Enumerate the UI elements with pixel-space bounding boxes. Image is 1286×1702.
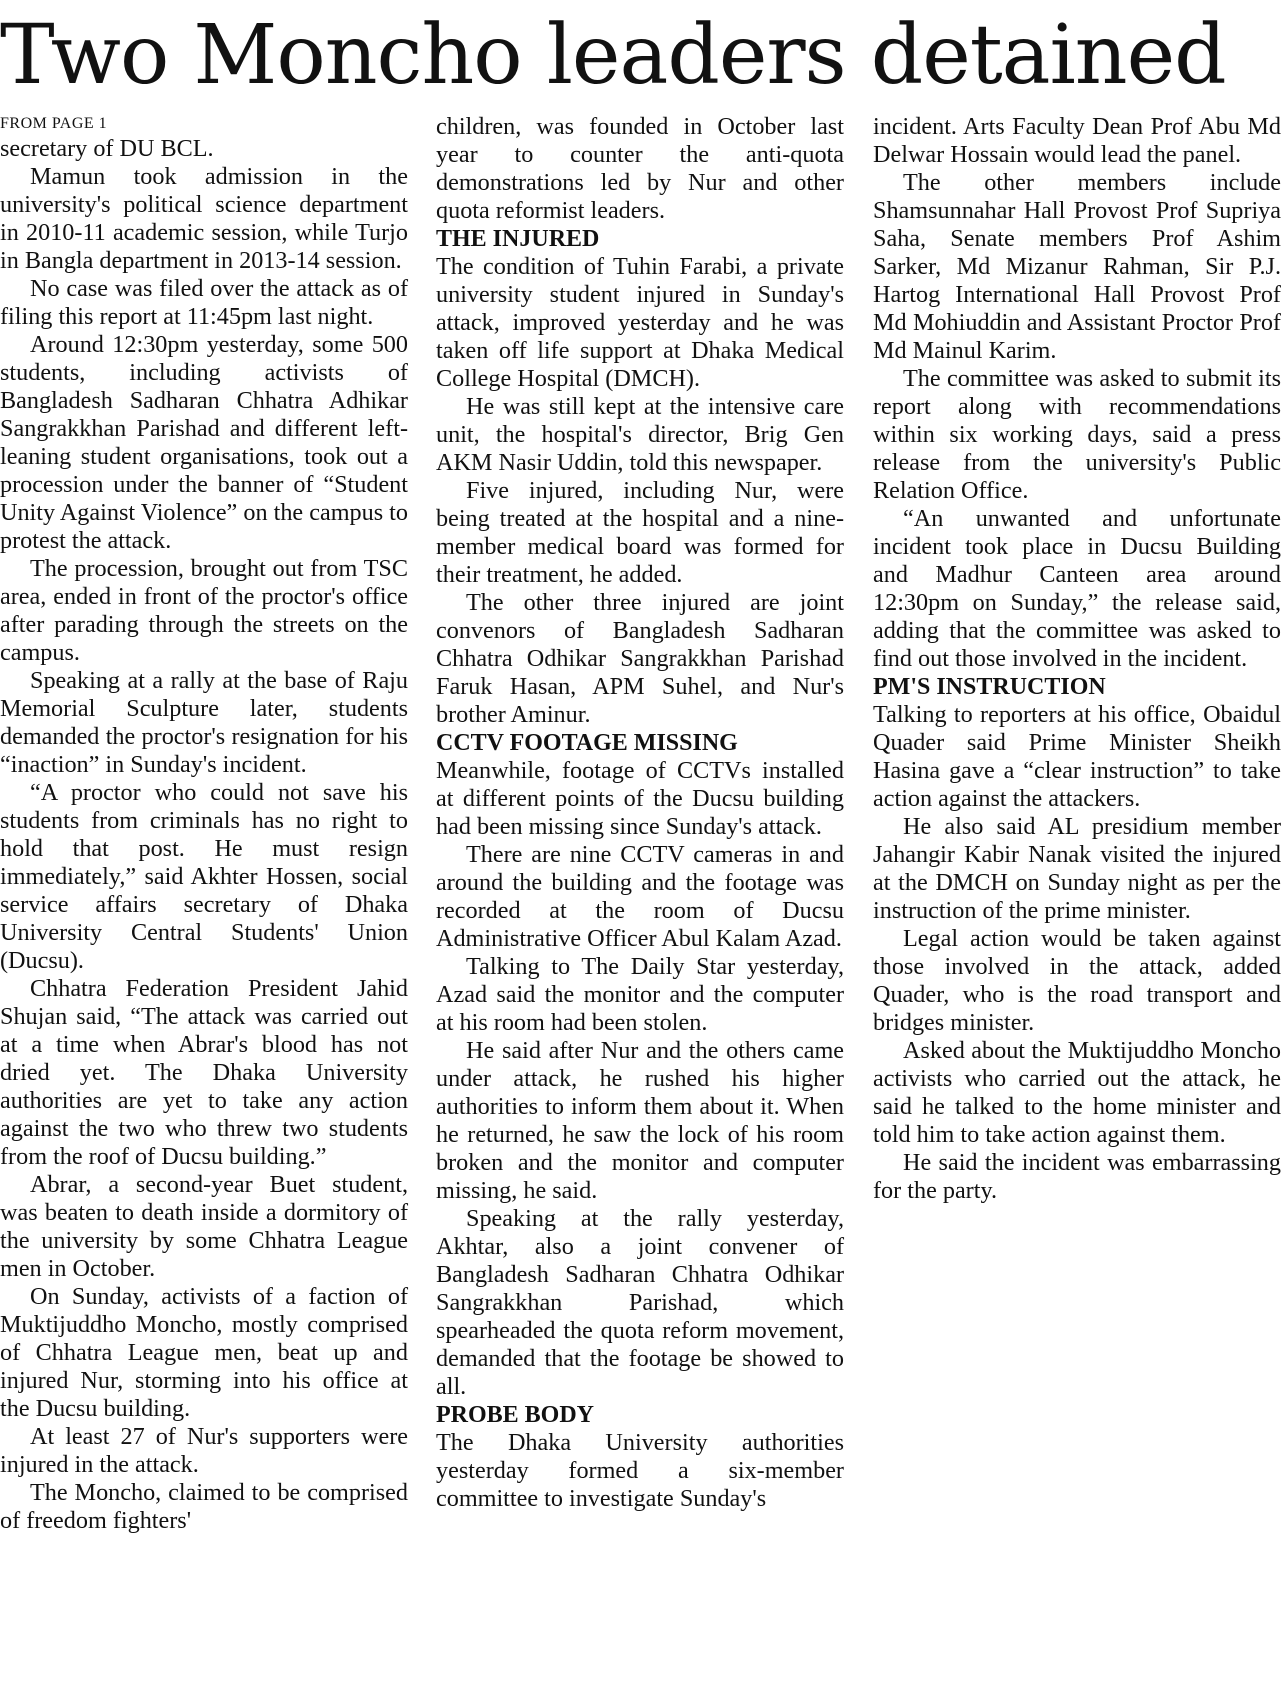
paragraph: incident. Arts Faculty Dean Prof Abu Md Delwar Hossain would lead the panel.	[873, 113, 1281, 168]
paragraph: “A proctor who could not save his students from criminals has no right to hold that post. He must resign immediately,” said Akhter Hossen, social service affairs secretary of Dhaka University Central Students' Union (Ducsu).	[0, 779, 408, 974]
column-3	[873, 113, 1281, 1205]
subheading-the-injured: THE INJURED	[436, 226, 600, 252]
paragraph: The other three injured are joint convenors of Bangladesh Sadharan Chhatra Odhikar Sangrakkhan Parishad Faruk Hasan, APM Suhel, and Nur's brother Aminur.	[436, 589, 844, 728]
paragraph: The procession, brought out from TSC area, ended in front of the proctor's office after parading through the streets on the campus.	[0, 555, 408, 666]
paragraph: Talking to reporters at his office, Obaidul Quader said Prime Minister Sheikh Hasina gave a “clear instruction” to take action against the attackers.	[873, 701, 1281, 812]
column-2	[436, 113, 844, 1513]
paragraph: Around 12:30pm yesterday, some 500 students, including activists of Bangladesh Sadharan Chhatra Adhikar Sangrakkhan Parishad and different left-leaning student organisations, took out a procession under the banner of “Student Unity Against Violence” on the campus to protest the attack.	[0, 331, 408, 554]
paragraph: Meanwhile, footage of CCTVs installed at different points of the Ducsu building had been missing since Sunday's attack.	[436, 757, 844, 840]
paragraph: He was still kept at the intensive care unit, the hospital's director, Brig Gen AKM Nasir Uddin, told this newspaper.	[436, 393, 844, 476]
paragraph: He also said AL presidium member Jahangir Kabir Nanak visited the injured at the DMCH on Sunday night as per the instruction of the prime minister.	[873, 813, 1281, 924]
subheading-cctv-footage-missing: CCTV FOOTAGE MISSING	[436, 730, 738, 756]
paragraph: The committee was asked to submit its report along with recommendations within six working days, said a press release from the university's Public Relation Office.	[873, 365, 1281, 504]
paragraph: At least 27 of Nur's supporters were injured in the attack.	[0, 1423, 408, 1478]
paragraph: children, was founded in October last year to counter the anti-quota demonstrations led by Nur and other quota reformist leaders.	[436, 113, 844, 224]
paragraph: Chhatra Federation President Jahid Shujan said, “The attack was carried out at a time when Abrar's blood has not dried yet. The Dhaka University authorities are yet to take any action against the two who threw two students from the roof of Ducsu building.”	[0, 975, 408, 1170]
paragraph: The Moncho, claimed to be comprised of freedom fighters'	[0, 1479, 408, 1534]
paragraph: Abrar, a second-year Buet student, was beaten to death inside a dormitory of the university by some Chhatra League men in October.	[0, 1171, 408, 1282]
paragraph: Speaking at the rally yesterday, Akhtar, also a joint convener of Bangladesh Sadharan Chhatra Odhikar Sangrakkhan Parishad, which spearheaded the quota reform movement, demanded that the footage be showed to all.	[436, 1205, 844, 1400]
dateline: FROM PAGE 1	[0, 115, 108, 132]
paragraph: Legal action would be taken against those involved in the attack, added Quader, who is the road transport and bridges minister.	[873, 925, 1281, 1036]
subheading-pms-instruction: PM'S INSTRUCTION	[873, 674, 1106, 700]
paragraph: The condition of Tuhin Farabi, a private university student injured in Sunday's attack, improved yesterday and he was taken off life support at Dhaka Medical College Hospital (DMCH).	[436, 253, 844, 392]
headline: Two Moncho leaders detained	[0, 8, 1226, 103]
paragraph: There are nine CCTV cameras in and around the building and the footage was recorded at the room of Ducsu Administrative Officer Abul Kalam Azad.	[436, 841, 844, 952]
subheading-probe-body: PROBE BODY	[436, 1402, 595, 1428]
column-1	[0, 113, 408, 1535]
paragraph: Five injured, including Nur, were being treated at the hospital and a nine-member medical board was formed for their treatment, he added.	[436, 477, 844, 588]
paragraph: Mamun took admission in the university's political science department in 2010-11 academic session, while Turjo in Bangla department in 2013-14 session.	[0, 163, 408, 274]
paragraph: The Dhaka University authorities yesterday formed a six-member committee to investigate Sunday's	[436, 1429, 844, 1512]
paragraph: Speaking at a rally at the base of Raju Memorial Sculpture later, students demanded the proctor's resignation for his “inaction” in Sunday's incident.	[0, 667, 408, 778]
paragraph: Asked about the Muktijuddho Moncho activists who carried out the attack, he said he talked to the home minister and told him to take action against them.	[873, 1037, 1281, 1148]
paragraph: He said after Nur and the others came under attack, he rushed his higher authorities to inform them about it. When he returned, he saw the lock of his room broken and the monitor and computer missing, he said.	[436, 1037, 844, 1204]
paragraph: secretary of DU BCL.	[0, 135, 214, 162]
paragraph: Talking to The Daily Star yesterday, Azad said the monitor and the computer at his room had been stolen.	[436, 953, 844, 1036]
paragraph: The other members include Shamsunnahar Hall Provost Prof Supriya Saha, Senate members Prof Ashim Sarker, Md Mizanur Rahman, Sir P.J. Hartog International Hall Provost Prof Md Mohiuddin and Assistant Proctor Prof Md Mainul Karim.	[873, 169, 1281, 364]
paragraph: On Sunday, activists of a faction of Muktijuddho Moncho, mostly comprised of Chhatra League men, beat up and injured Nur, storming into his office at the Ducsu building.	[0, 1283, 408, 1422]
paragraph: No case was filed over the attack as of filing this report at 11:45pm last night.	[0, 275, 408, 330]
paragraph: “An unwanted and unfortunate incident took place in Ducsu Building and Madhur Canteen area around 12:30pm on Sunday,” the release said, adding that the committee was asked to find out those involved in the incident.	[873, 505, 1281, 672]
paragraph: He said the incident was embarrassing for the party.	[873, 1149, 1281, 1204]
